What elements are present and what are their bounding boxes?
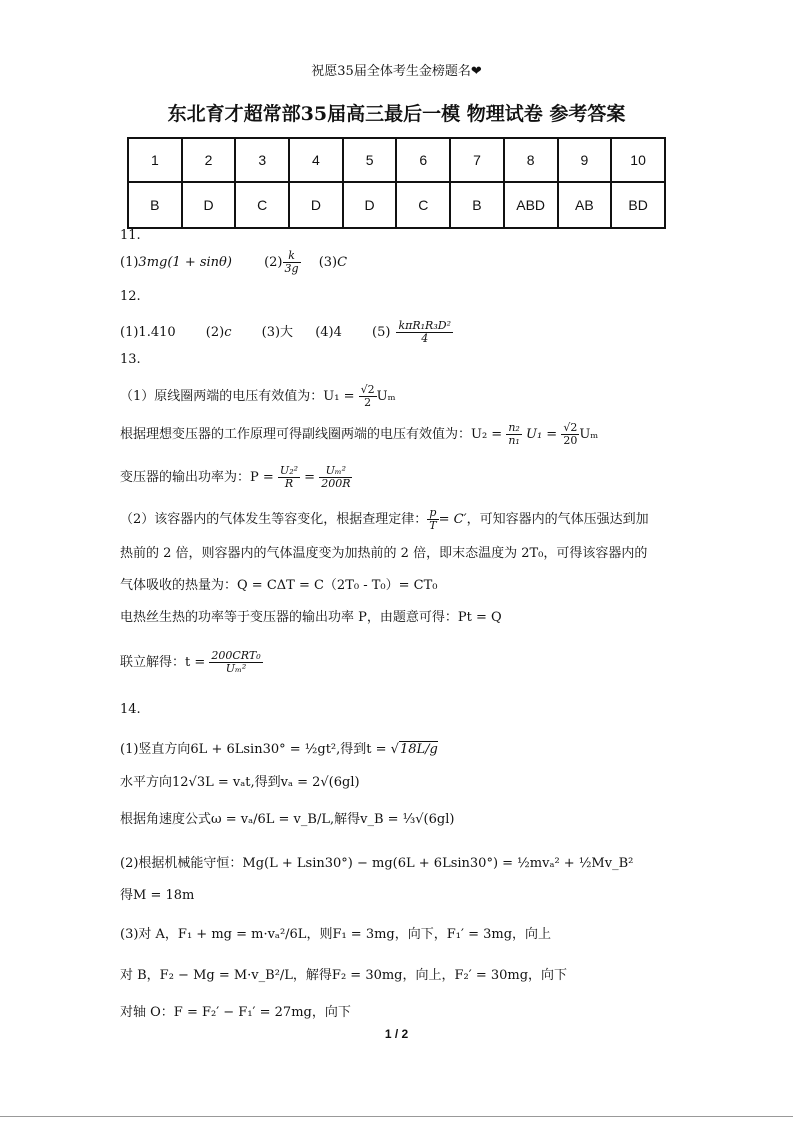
- fraction-numerator: Uₘ²: [319, 465, 352, 478]
- footer-divider: [0, 1116, 793, 1117]
- q14-line2: 水平方向12√3L = vₐt,得到vₐ = 2√(6gl): [120, 775, 360, 790]
- q12-part3: 大: [280, 325, 294, 340]
- text: U₁ =: [525, 427, 558, 442]
- q11-part2-num: (2): [264, 255, 283, 270]
- q14-line7: 对 B，F₂ − Mg = M·v_B²/L，解得F₂ = 30mg，向上，F₂′ = 30mg，向下: [120, 968, 568, 983]
- q13-line8: [120, 650, 263, 675]
- table-cell: 8: [504, 138, 558, 182]
- text: Uₘ: [579, 427, 599, 442]
- table-cell: 3: [235, 138, 289, 182]
- q14-line5: 得M = 18m: [120, 888, 195, 903]
- fraction-numerator: k: [283, 250, 301, 263]
- sqrt-content: 18L/g: [399, 742, 438, 757]
- fraction: [209, 650, 262, 675]
- table-cell: 9: [558, 138, 612, 182]
- table-cell: D: [289, 182, 343, 228]
- q11-part3-num: (3): [318, 255, 338, 270]
- q12-part3-num: (3): [261, 325, 281, 340]
- q14-line8: 对轴 O：F = F₂′ − F₁′ = 27mg，向下: [120, 1005, 351, 1020]
- header-motto: 祝愿35届全体考生金榜题名❤: [311, 64, 482, 79]
- q12-part2: c: [224, 325, 232, 340]
- answer-table: [127, 137, 666, 229]
- fraction-denominator: R: [284, 477, 294, 490]
- fraction-numerator: √2: [360, 383, 375, 396]
- q13-line6: 气体吸收的热量为：Q = CΔT = C（2T₀ - T₀）= CT₀: [120, 578, 438, 593]
- table-cell: D: [343, 182, 397, 228]
- table-cell: 6: [396, 138, 450, 182]
- q11-part1-num: (1): [120, 255, 139, 270]
- text: = C′: [438, 512, 467, 527]
- text: Uₘ: [376, 389, 396, 404]
- fraction: [561, 422, 579, 447]
- q14-label: 14.: [120, 702, 141, 717]
- fraction-numerator: U₂²: [279, 464, 299, 477]
- table-cell: BD: [611, 182, 665, 228]
- fraction: [319, 465, 352, 490]
- fraction: [278, 465, 300, 490]
- fraction-denominator: 2: [364, 396, 372, 409]
- fraction-numerator: √2: [563, 421, 578, 434]
- fraction-denominator: 200R: [321, 477, 351, 490]
- page-number: 1 / 2: [384, 1027, 409, 1041]
- fraction-numerator: n₂: [508, 421, 520, 434]
- fraction-denominator: 4: [421, 332, 429, 345]
- fraction-denominator: Uₘ²: [225, 662, 247, 675]
- fraction-denominator: T: [429, 519, 437, 532]
- q13-line1: [120, 384, 396, 409]
- fraction: [506, 422, 522, 447]
- q12-answers: [120, 320, 453, 345]
- q13-label: 13.: [120, 352, 141, 367]
- q13-line3: [120, 465, 352, 490]
- text: （2）该容器内的气体发生等容变化，根据查理定律：: [120, 512, 428, 527]
- q14-line6: (3)对 A，F₁ + mg = m·vₐ²/6L，则F₁ = 3mg，向下，F₁′ = 3mg，向上: [120, 927, 552, 942]
- q13-line4: [120, 507, 649, 532]
- table-cell: 10: [611, 138, 665, 182]
- q11-label: 11.: [120, 228, 141, 243]
- fraction-denominator: 3g: [284, 262, 299, 275]
- text: ，可知容器内的气体压强达到加: [466, 512, 649, 527]
- fraction-numerator: kπR₁R₃D²: [398, 319, 451, 332]
- q14-line4: (2)根据机械能守恒：Mg(L + Lsin30°) − mg(6L + 6Lsin30°) = ½mvₐ² + ½Mv_B²: [120, 856, 634, 871]
- q14-line3: 根据角速度公式ω = vₐ/6L = v_B/L,解得v_B = ⅓√(6gl): [120, 812, 455, 827]
- answer-table-answer-row: [128, 182, 665, 228]
- fraction-denominator: n₁: [508, 434, 520, 447]
- q12-part2-num: (2): [205, 325, 225, 340]
- q12-part5-fraction: [396, 320, 453, 345]
- q11-part2-fraction: [283, 250, 301, 275]
- text: （1）原线圈两端的电压有效值为：U₁ =: [120, 389, 355, 404]
- fraction-numerator: 200CRT₀: [211, 649, 261, 662]
- text: =: [304, 470, 316, 485]
- q13-line5: 热前的 2 倍，则容器内的气体温度变为加热前的 2 倍，即末态温度为 2T₀，可得该容器内的: [120, 546, 648, 561]
- q12-label: 12.: [120, 289, 141, 304]
- answer-table-number-row: [128, 138, 665, 182]
- q12-part4: 4: [333, 325, 342, 340]
- q12-part1-num: (1): [120, 325, 139, 340]
- text: (1)竖直方向6L + 6Lsin30° = ½gt²,得到t =: [120, 742, 387, 757]
- page-title: 东北育才超常部35届高三最后一模 物理试卷 参考答案: [167, 103, 626, 125]
- fraction: [359, 384, 377, 409]
- q14-line1: (1)竖直方向6L + 6Lsin30° = ½gt²,得到t = √18L/g: [120, 742, 438, 757]
- text: 联立解得：t =: [120, 655, 206, 670]
- q13-line2: [120, 422, 598, 447]
- q11-part3: C: [337, 255, 348, 270]
- text: 变压器的输出功率为：P =: [120, 470, 274, 485]
- text: 根据理想变压器的工作原理可得副线圈两端的电压有效值为：U₂ =: [120, 427, 503, 442]
- q12-part5-num: (5): [372, 325, 391, 340]
- table-cell: AB: [558, 182, 612, 228]
- table-cell: C: [235, 182, 289, 228]
- table-cell: 5: [343, 138, 397, 182]
- table-cell: 2: [182, 138, 236, 182]
- fraction-numerator: p: [427, 507, 438, 520]
- table-cell: C: [396, 182, 450, 228]
- q11-answers: [120, 250, 347, 275]
- fraction-denominator: 20: [563, 434, 578, 447]
- table-cell: ABD: [504, 182, 558, 228]
- q11-part1: 3mg(1 + sinθ): [138, 255, 232, 270]
- q12-part4-num: (4): [315, 325, 334, 340]
- q12-part1: 1.410: [138, 325, 176, 340]
- table-cell: 1: [128, 138, 182, 182]
- table-cell: B: [450, 182, 504, 228]
- fraction: [427, 507, 438, 532]
- table-cell: B: [128, 182, 182, 228]
- q13-line7: 电热丝生热的功率等于变压器的输出功率 P，由题意可得：Pt = Q: [120, 610, 502, 625]
- table-cell: 7: [450, 138, 504, 182]
- table-cell: 4: [289, 138, 343, 182]
- table-cell: D: [182, 182, 236, 228]
